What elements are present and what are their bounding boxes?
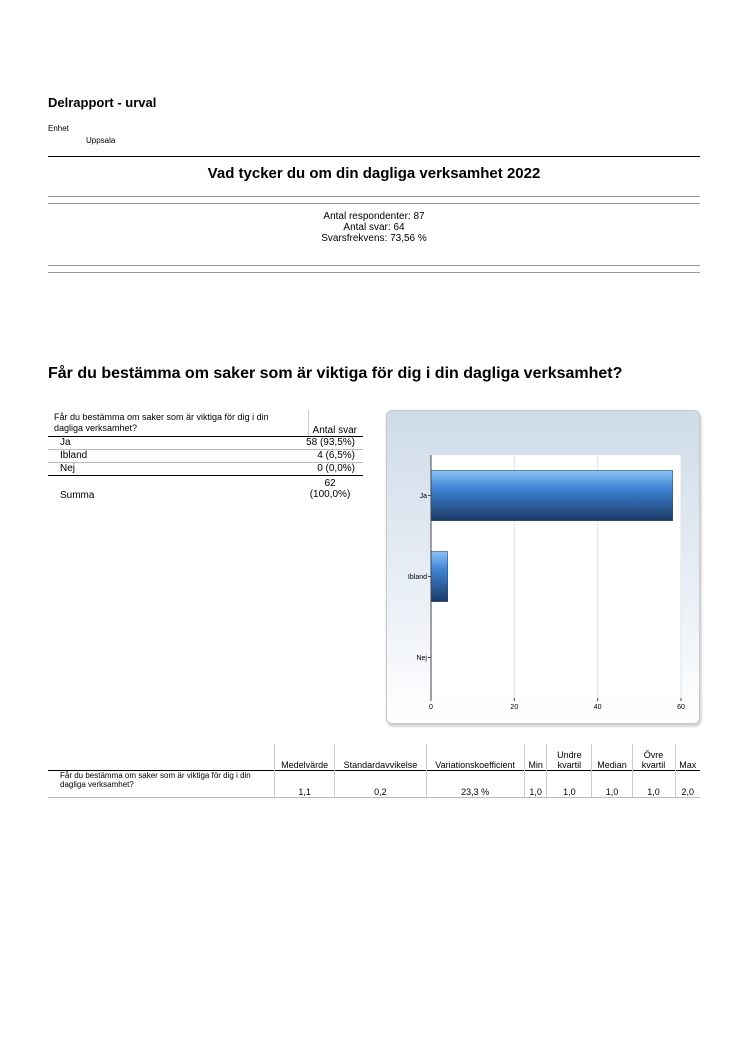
divider <box>48 272 700 273</box>
x-tick-label: 40 <box>593 704 602 711</box>
x-tick-label: 60 <box>677 704 685 711</box>
stat-value: 0,2 <box>335 771 426 798</box>
answers-count: Antal svar: 64 <box>343 222 405 233</box>
table-row <box>48 463 363 476</box>
unit-label: Enhet <box>48 124 69 133</box>
stat-value: 23,3 % <box>426 771 524 798</box>
answers-table <box>48 410 363 502</box>
stat-value: 1,0 <box>592 771 632 798</box>
stat-header: Övre kvartil <box>632 744 675 771</box>
divider <box>48 203 700 204</box>
stat-header: Max <box>675 744 700 771</box>
respondents-count: Antal respondenter: 87 <box>323 211 425 222</box>
bar <box>431 470 673 520</box>
statistics-header-row <box>48 744 700 771</box>
divider <box>48 196 700 197</box>
stat-value: 1,0 <box>632 771 675 798</box>
question-heading: Får du bestämma om saker som är viktiga för dig i din dagliga verksamhet? <box>48 365 623 382</box>
sum-percent: (100,0%) <box>309 489 351 500</box>
y-tick-label: Nej <box>416 655 427 662</box>
stat-header: Standardavvikelse <box>335 744 426 771</box>
answer-count: 0 (0,0%) <box>317 463 355 474</box>
divider <box>48 265 700 266</box>
statistics-corner <box>48 744 275 771</box>
answer-label: Nej <box>60 463 76 474</box>
table-row <box>48 771 700 798</box>
answer-label: Ibland <box>60 450 88 461</box>
table-row <box>48 437 363 450</box>
table-row <box>48 450 363 463</box>
stat-value: 1,0 <box>547 771 592 798</box>
statistics-table <box>48 744 700 798</box>
stat-value: 1,0 <box>524 771 547 798</box>
x-tick-label: 20 <box>510 704 519 711</box>
stat-value: 1,1 <box>275 771 335 798</box>
question-label: Får du bestämma om saker som är viktiga för dig i din dagliga verksamhet? <box>54 412 269 433</box>
sum-label: Summa <box>60 490 95 501</box>
bar <box>431 551 448 601</box>
answer-count: 4 (6,5%) <box>317 450 355 461</box>
sum-count: 62 <box>324 478 336 489</box>
stat-row-label: Får du bestämma om saker som är viktiga för dig i din dagliga verksamhet? <box>48 771 275 798</box>
chart-svg <box>387 411 699 723</box>
stat-header: Undre kvartil <box>547 744 592 771</box>
divider <box>48 156 700 157</box>
bar-chart <box>386 410 700 724</box>
stat-header: Variationskoefficient <box>426 744 524 771</box>
response-rate: Svarsfrekvens: 73,56 % <box>321 233 427 244</box>
count-header: Antal svar <box>312 425 357 436</box>
answer-count: 58 (93,5%) <box>306 437 355 448</box>
y-tick-label: Ibland <box>407 574 427 581</box>
stat-header: Min <box>524 744 547 771</box>
survey-title: Vad tycker du om din dagliga verksamhet 2022 <box>207 165 541 182</box>
answers-table-header <box>48 410 363 437</box>
sum-value <box>305 478 355 500</box>
divider <box>308 410 309 436</box>
sum-row <box>48 476 363 502</box>
answer-label: Ja <box>60 437 71 448</box>
stat-header: Median <box>592 744 632 771</box>
report-title: Delrapport - urval <box>48 95 157 110</box>
y-tick-label: Ja <box>419 493 427 500</box>
stat-value: 2,0 <box>675 771 700 798</box>
unit-value: Uppsala <box>86 136 116 145</box>
x-tick-label: 0 <box>429 704 433 711</box>
stat-header: Medelvärde <box>275 744 335 771</box>
response-stats <box>48 211 700 244</box>
